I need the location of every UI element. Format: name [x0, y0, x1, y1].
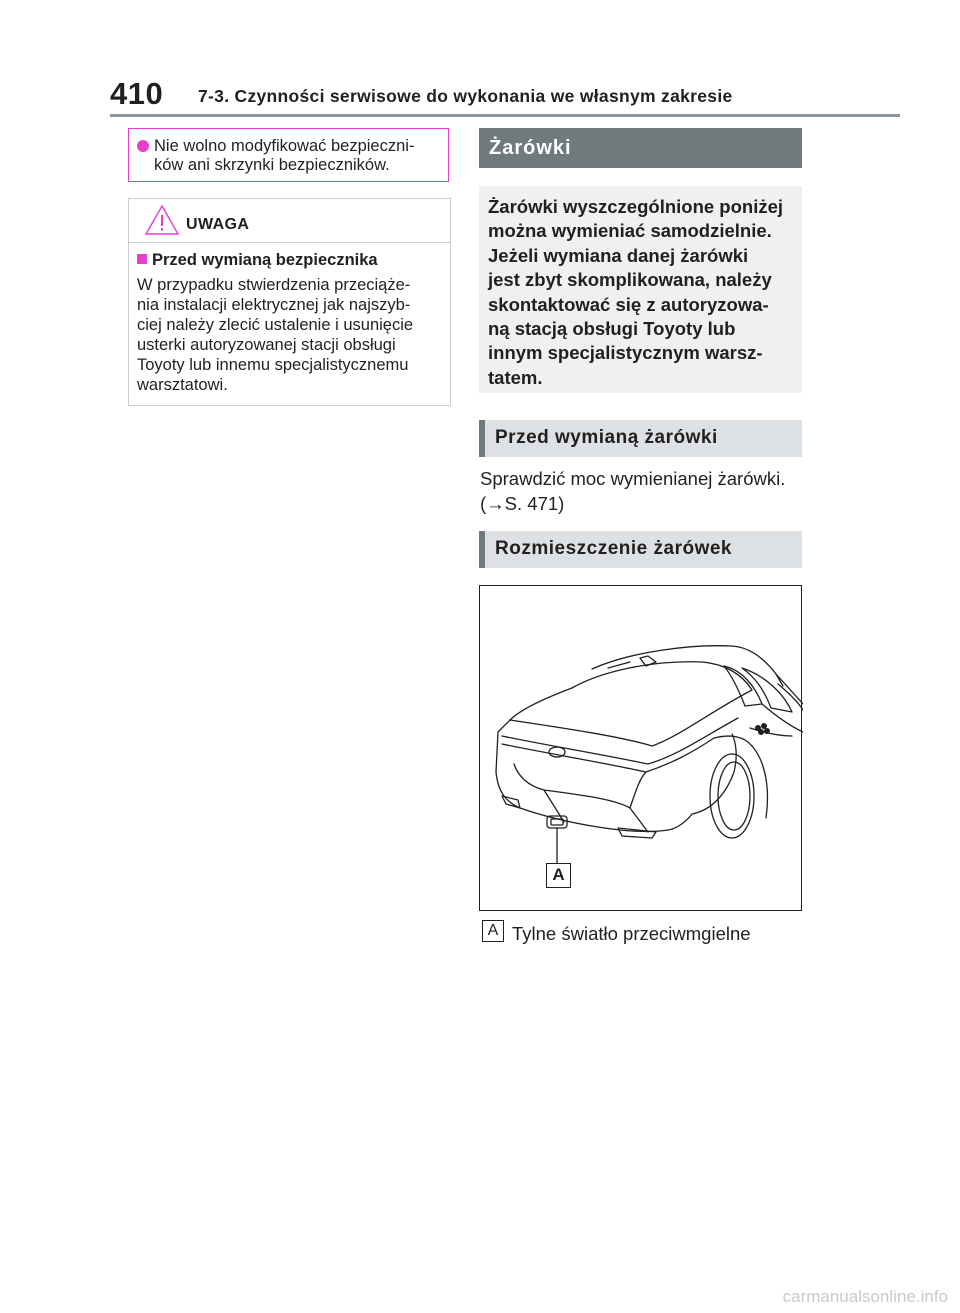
bulbs-intro: Żarówki wyszczególnione poniżej można wymieniać samodzielnie. Jeżeli wymiana danej żarówki jest zbyt skomplikowana, należy skontaktować się z autoryzowa- ną stacją obsługi Toyoty lub innym specjalistycznym warsz- tatem.	[479, 186, 802, 393]
section-title-before-replacement: Przed wymianą żarówki	[479, 420, 802, 457]
warning-triangle-icon	[144, 204, 180, 236]
warning-subtitle-text: Przed wymianą bezpiecznika	[152, 251, 378, 269]
warning-body: W przypadku stwierdzenia przeciąże- nia instalacji elektrycznej jak najszyb- ciej należy zlecić ustalenie i usunięcie usterki autoryzowanej stacji obsługi Toyoty lub innemu specjalistycznemu warsztatowi.	[137, 276, 414, 394]
bullet-icon	[137, 140, 149, 152]
badge-icon	[755, 723, 770, 735]
car-rear-illustration	[479, 585, 802, 911]
warning-header	[129, 199, 450, 243]
note-text-1: Nie wolno modyfikować bezpieczni-	[154, 137, 415, 155]
callout-label: A	[546, 863, 571, 888]
watermark: carmanualsonline.info	[782, 1287, 948, 1306]
square-bullet-icon	[137, 254, 147, 264]
note-text-2: ków ani skrzynki bezpieczników.	[154, 156, 390, 174]
car-rear-drawing	[480, 586, 803, 912]
note-line-1	[137, 137, 448, 156]
chapter-title: 7-3. Czynności serwisowe do wykonania we własnym zakresie	[198, 86, 733, 106]
page-number: 410	[110, 76, 164, 111]
header-divider	[110, 114, 900, 117]
caption-label: A	[482, 920, 504, 942]
caption-text: Tylne światło przeciwmgielne	[512, 923, 751, 944]
note-box	[128, 128, 449, 182]
section-title-bulb-layout: Rozmieszczenie żarówek	[479, 531, 802, 568]
before-replacement-text: Sprawdzić moc wymienianej żarówki. (→S. 471)	[480, 468, 786, 514]
section-title-bulbs: Żarówki	[479, 128, 802, 168]
warning-box	[128, 198, 451, 406]
warning-subtitle	[137, 251, 378, 270]
warning-title: UWAGA	[186, 216, 250, 233]
